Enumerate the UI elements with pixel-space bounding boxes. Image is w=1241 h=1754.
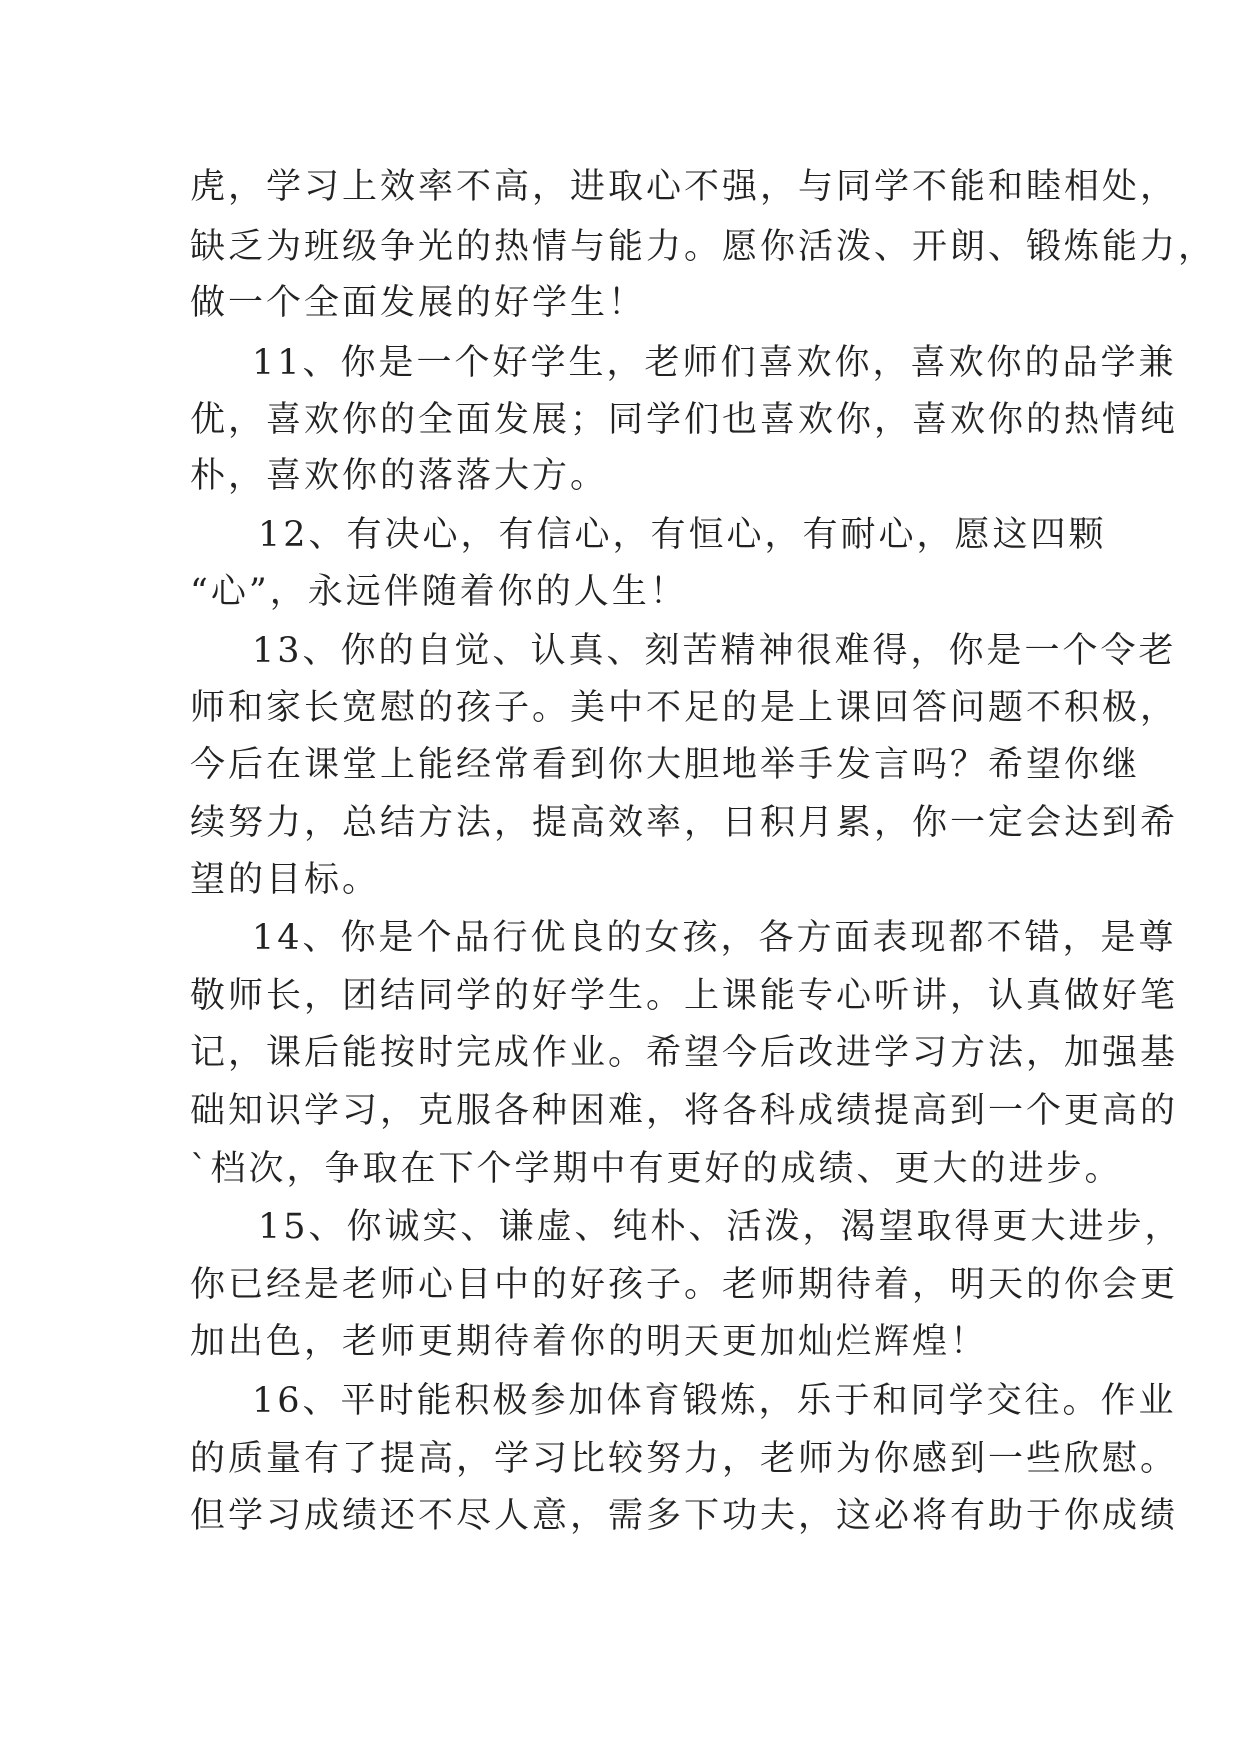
text-line: 做一个全面发展的好学生！ [190, 283, 647, 323]
text-line: 11、你是一个好学生，老师们喜欢你，喜欢你的品学兼 [252, 343, 1177, 383]
text-line: “心”，永远伴随着你的人生！ [190, 572, 688, 612]
text-line: 续努力，总结方法，提高效率，日积月累，你一定会达到希 [190, 803, 1179, 843]
text-line: 16、平时能积极参加体育锻炼，乐于和同学交往。作业 [252, 1381, 1177, 1421]
text-line: 础知识学习，克服各种困难，将各科成绩提高到一个更高的 [190, 1091, 1179, 1131]
text-line: 但学习成绩还不尽人意，需多下功夫，这必将有助于你成绩 [190, 1496, 1179, 1536]
text-line: 今后在课堂上能经常看到你大胆地举手发言吗？希望你继 [190, 745, 1141, 785]
text-line: 的质量有了提高，学习比较努力，老师为你感到一些欣慰。 [190, 1439, 1179, 1479]
text-line: 虎，学习上效率不高，进取心不强，与同学不能和睦相处， [190, 167, 1179, 207]
text-line: 朴，喜欢你的落落大方。 [190, 456, 609, 496]
text-line: 13、你的自觉、认真、刻苦精神很难得，你是一个令老 [252, 631, 1177, 671]
text-line: 缺乏为班级争光的热情与能力。愿你活泼、开朗、锻炼能力， [190, 227, 1217, 267]
text-line: 敬师长，团结同学的好学生。上课能专心听讲，认真做好笔 [190, 976, 1179, 1016]
text-line: 12、有决心，有信心，有恒心，有耐心，愿这四颗 [258, 515, 1107, 555]
text-line: 师和家长宽慰的孩子。美中不足的是上课回答问题不积极， [190, 688, 1179, 728]
text-line: 加出色，老师更期待着你的明天更加灿烂辉煌！ [190, 1322, 989, 1362]
text-line: 14、你是个品行优良的女孩，各方面表现都不错，是尊 [252, 918, 1177, 958]
text-line: 15、你诚实、谦虚、纯朴、活泼，渴望取得更大进步， [258, 1207, 1183, 1247]
text-line: 望的目标。 [190, 860, 381, 900]
text-line: 优，喜欢你的全面发展；同学们也喜欢你，喜欢你的热情纯 [190, 400, 1179, 440]
text-line: 记，课后能按时完成作业。希望今后改进学习方法，加强基 [190, 1033, 1179, 1073]
text-line: 你已经是老师心目中的好孩子。老师期待着，明天的你会更 [190, 1265, 1179, 1305]
text-line: `档次，争取在下个学期中有更好的成绩、更大的进步。 [190, 1149, 1123, 1189]
